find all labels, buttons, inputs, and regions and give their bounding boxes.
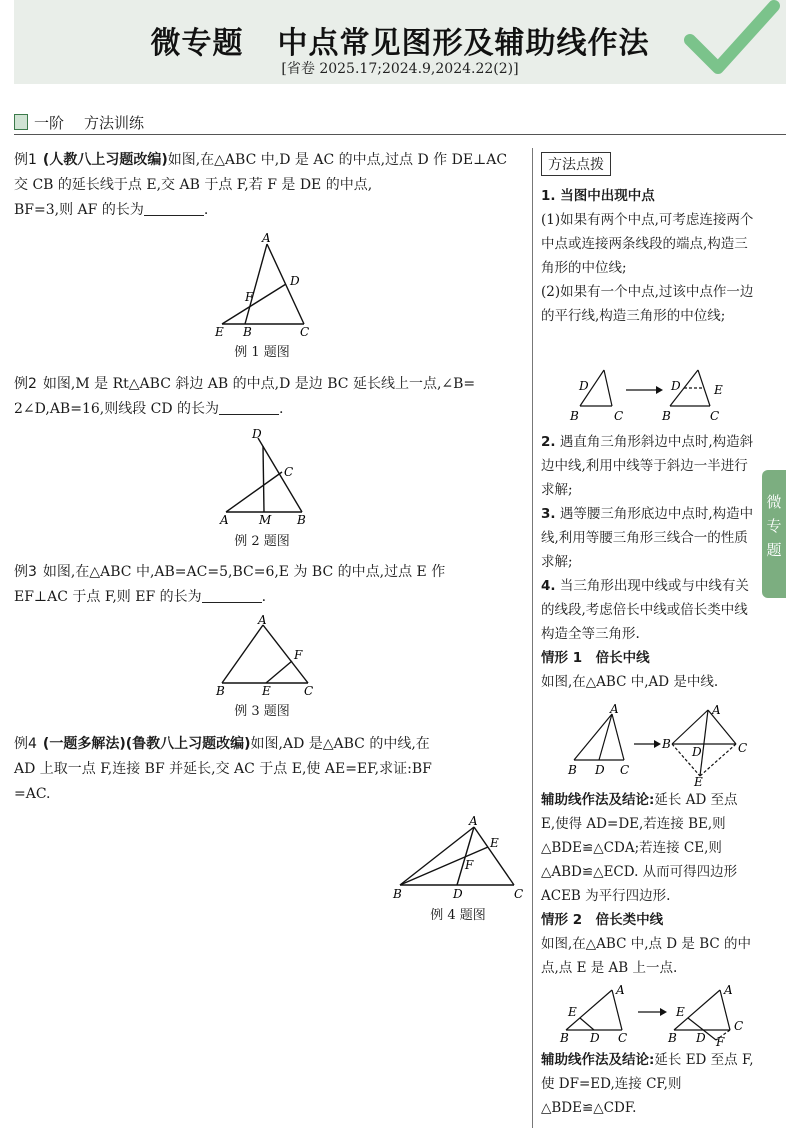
- arrow-head-icon: [654, 740, 661, 748]
- title-tag: 微专题: [150, 26, 244, 61]
- arrow-head-icon: [660, 1008, 667, 1016]
- section-heading: [14, 112, 144, 133]
- divider: [14, 134, 786, 135]
- conclusion-heading: 辅助线作法及结论:: [541, 792, 655, 808]
- label-d: D: [671, 379, 681, 393]
- example-text: =AC.: [14, 786, 51, 802]
- label-a: A: [724, 983, 733, 997]
- figure-caption: 例 1 题图: [234, 345, 290, 360]
- answer-blank: [144, 201, 204, 216]
- segment: [700, 710, 708, 776]
- section-name: 方法训练: [84, 114, 145, 132]
- label-d: D: [453, 887, 463, 901]
- segment: [612, 714, 624, 760]
- label-a: A: [262, 232, 271, 245]
- example-2: [14, 372, 522, 422]
- example-text: .: [203, 202, 209, 218]
- label-d: D: [252, 428, 262, 441]
- label-d: D: [692, 745, 702, 759]
- segment-ab: [245, 244, 267, 324]
- label-d: D: [579, 379, 589, 393]
- label-c: C: [734, 1019, 744, 1033]
- example-number: 例1: [14, 152, 37, 168]
- label-c: C: [284, 465, 294, 479]
- case-2-title: 情形 2 倍长类中线: [541, 912, 664, 928]
- example-text: 如图,在△ABC 中,AB=AC=5,BC=6,E 为 BC 的中点,过点 E 作: [42, 564, 446, 580]
- label-a: A: [220, 513, 229, 527]
- label-f: F: [465, 858, 474, 872]
- example-3-figure: [208, 613, 326, 701]
- section-level: 一阶: [34, 114, 65, 132]
- label-a: A: [712, 704, 721, 717]
- method-tips-box: 方法点拨: [541, 152, 611, 176]
- tips-text: 延长 AD 至点 E,使得 AD=DE,若连接 BE,则△BDE≌△CDA;若连接 CE,则△ABD≌△ECD. 从而可得四边形 ACEB 为平行四边形.: [541, 792, 738, 904]
- page-subtitle: [省卷 2025.17;2024.9,2024.22(2)]: [281, 61, 519, 77]
- answer-blank: [202, 588, 262, 603]
- label-f: F: [245, 290, 254, 304]
- checkmark-icon: [684, 0, 780, 80]
- label-m: M: [259, 513, 272, 527]
- label-e: E: [676, 1005, 685, 1019]
- segment-ed: [580, 1018, 594, 1030]
- midline-figure: [552, 362, 742, 428]
- segment: [672, 710, 708, 744]
- tips-part-4: [541, 1048, 755, 1120]
- tips-part-1: [541, 184, 755, 328]
- figure-caption: 例 4 题图: [430, 908, 486, 923]
- column-divider: [532, 148, 533, 1128]
- title-main: 中点常见图形及辅助线作法: [277, 26, 650, 61]
- label-e: E: [215, 325, 224, 339]
- label-e: E: [714, 383, 723, 397]
- tips-text: 遇直角三角形斜边中点时,构造斜边中线,利用中线等于斜边一半进行求解;: [541, 434, 754, 498]
- example-text: EF⊥AC 于点 F,则 EF 的长为: [14, 589, 202, 605]
- tips-text: (2)如果有一个中点,过该中点作一边的平行线,构造三角形的中位线;: [541, 284, 754, 324]
- segment: [574, 714, 612, 760]
- label-e: E: [694, 775, 703, 786]
- figure-caption: 例 3 题图: [234, 704, 290, 719]
- label-c: C: [300, 325, 310, 339]
- label-c: C: [710, 409, 720, 423]
- example-4-figure: [390, 813, 528, 907]
- side-tab[interactable]: [762, 470, 786, 598]
- example-source: (人教八上习题改编): [42, 152, 168, 168]
- answer-blank: [219, 400, 279, 415]
- label-a: A: [258, 613, 267, 627]
- label-c: C: [738, 741, 748, 755]
- example-number: 例3: [14, 564, 37, 580]
- arrow-head-icon: [656, 386, 663, 394]
- tips-text: 延长 ED 至点 F,使 DF=ED,连接 CF,则△BDE≌△CDF.: [541, 1052, 754, 1116]
- tips-text: 如图,在△ABC 中,AD 是中线.: [541, 674, 719, 690]
- tips-heading: 1. 当图中出现中点: [541, 188, 655, 204]
- label-b: B: [568, 763, 577, 777]
- side-tab-char: 专: [766, 517, 782, 535]
- label-d: D: [696, 1031, 706, 1045]
- label-b: B: [662, 409, 671, 423]
- side-tab-char: 题: [766, 541, 782, 559]
- example-text: 如图,AD 是△ABC 的中线,在: [250, 736, 430, 752]
- label-e: E: [568, 1005, 577, 1019]
- label-b: B: [216, 684, 225, 698]
- tips-part-3: [541, 788, 755, 980]
- label-c: C: [620, 763, 630, 777]
- label-c: C: [514, 887, 524, 901]
- tips-text: (1)如果有两个中点,可考虑连接两个中点或连接两条线段的端点,构造三角形的中位线;: [541, 212, 754, 276]
- example-1-figure: [212, 232, 322, 342]
- label-b: B: [662, 737, 671, 751]
- label-b: B: [243, 325, 252, 339]
- label-b: B: [560, 1031, 569, 1045]
- segment-db: [258, 438, 302, 512]
- example-text: BF=3,则 AF 的长为: [14, 202, 144, 218]
- tips-number: 3.: [541, 506, 556, 522]
- label-a: A: [610, 704, 619, 716]
- header-banner: [14, 0, 786, 84]
- case-1-title: 情形 1 倍长中线: [541, 650, 650, 666]
- tips-text: 如图,在△ABC 中,点 D 是 BC 的中点,点 E 是 AB 上一点.: [541, 936, 751, 976]
- segment-md: [263, 446, 264, 512]
- example-number: 例2: [14, 376, 37, 392]
- tips-number: 4.: [541, 578, 556, 594]
- case-1-figure: [560, 704, 760, 786]
- tips-part-2: [541, 430, 755, 694]
- example-text: 如图,M 是 Rt△ABC 斜边 AB 的中点,D 是边 BC 延长线上一点,∠B=: [42, 376, 476, 392]
- label-c: C: [614, 409, 624, 423]
- label-a: A: [616, 983, 625, 997]
- label-a: A: [469, 814, 478, 828]
- figure-caption: 例 2 题图: [234, 534, 290, 549]
- label-d: D: [595, 763, 605, 777]
- segment-ab: [222, 625, 263, 683]
- example-text: 如图,在△ABC 中,D 是 AC 的中点,过点 D 作 DE⊥AC 交 CB 的延长线于点 E,交 AB 于点 F,若 F 是 DE 的中点,: [14, 152, 508, 193]
- dashed-segment: [700, 744, 736, 776]
- example-1: [14, 148, 522, 223]
- label-b: B: [570, 409, 579, 423]
- label-e: E: [490, 836, 499, 850]
- label-e: E: [262, 684, 271, 698]
- label-d: D: [290, 274, 300, 288]
- example-4: [14, 732, 522, 807]
- label-c: C: [304, 684, 314, 698]
- label-c: C: [618, 1031, 628, 1045]
- label-d: D: [590, 1031, 600, 1045]
- case-2-figure: [556, 982, 756, 1046]
- example-text: 2∠D,AB=16,则线段 CD 的长为: [14, 401, 220, 417]
- tips-number: 2.: [541, 434, 556, 450]
- segment-ac: [226, 472, 282, 512]
- label-f: F: [294, 648, 303, 662]
- section-marker-icon: [14, 114, 28, 130]
- segment: [599, 714, 612, 760]
- segment-be: [400, 847, 488, 885]
- example-3: [14, 560, 522, 610]
- segment-ba: [400, 827, 474, 885]
- label-b: B: [297, 513, 306, 527]
- segment-ef: [266, 661, 292, 683]
- tips-text: 遇等腰三角形底边中点时,构造中线,利用等腰三角形三线合一的性质求解;: [541, 506, 754, 570]
- side-tab-char: 微: [766, 493, 782, 511]
- page-title: [14, 18, 786, 62]
- example-number: 例4: [14, 736, 37, 752]
- label-b: B: [668, 1031, 677, 1045]
- example-text: .: [261, 589, 267, 605]
- segment: [604, 370, 612, 406]
- example-source: (一题多解法)(鲁教八上习题改编): [42, 736, 251, 752]
- example-text: AD 上取一点 F,连接 BF 并延长,交 AC 于点 E,使 AE=EF,求证:BF: [14, 761, 432, 777]
- example-text: .: [279, 401, 284, 417]
- tips-text: 当三角形出现中线或与中线有关的线段,考虑倍长中线或倍长类中线构造全等三角形.: [541, 578, 749, 642]
- label-b: B: [393, 887, 402, 901]
- example-2-figure: [212, 428, 322, 530]
- label-f: F: [716, 1035, 725, 1046]
- conclusion-heading: 辅助线作法及结论:: [541, 1052, 655, 1068]
